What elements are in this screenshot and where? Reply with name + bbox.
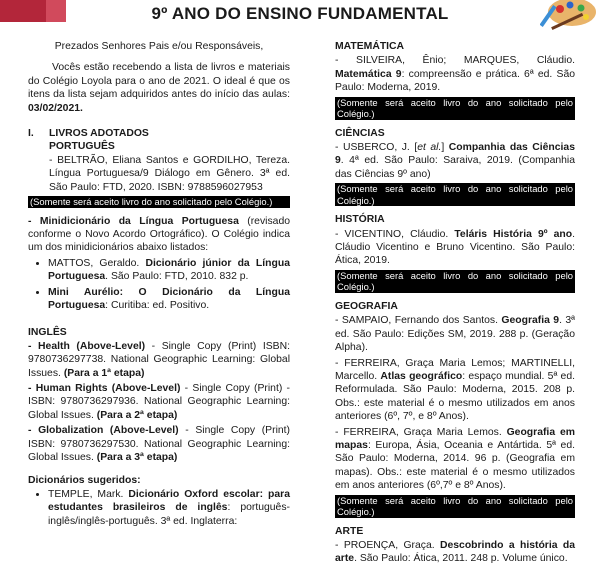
ingles-item-title: - Human Rights (Above-Level) bbox=[28, 383, 181, 395]
notice-bar-ciencias: (Somente será aceito livro do ano solicitado pelo Colégio.) bbox=[337, 183, 573, 206]
section-heading bbox=[28, 127, 290, 140]
ciencias-block bbox=[335, 127, 575, 207]
arte-entry bbox=[335, 539, 575, 566]
matematica-entry bbox=[335, 54, 575, 94]
list-item bbox=[48, 257, 290, 284]
historia-heading: HISTÓRIA bbox=[335, 214, 385, 226]
ingles-item-title: - Health (Above-Level) bbox=[28, 340, 146, 352]
entry-text: - VICENTINO, Cláudio. bbox=[335, 228, 455, 240]
minidicionario-title: - Minidicionário da Língua Portuguesa bbox=[28, 215, 239, 227]
entry-title: Teláris História 9º ano bbox=[454, 228, 573, 240]
item-text: MATTOS, Geraldo. bbox=[48, 257, 146, 269]
intro-paragraph bbox=[28, 61, 290, 115]
ingles-item bbox=[28, 382, 290, 422]
ingles-item bbox=[28, 424, 290, 464]
item-title: Dicionário júnior da Língua Portuguesa bbox=[48, 257, 290, 283]
list-item bbox=[48, 488, 290, 528]
entry-text: - SAMPAIO, Fernando dos Santos. bbox=[335, 315, 502, 327]
item-text: . São Paulo: FTD, 2010. 832 p. bbox=[105, 271, 249, 283]
ingles-item-stage: (Para a 2ª etapa) bbox=[96, 409, 178, 421]
entry-text: . 3ª ed. São Paulo: Edições SM, 2019. 288 p. (Geração Alpha). bbox=[335, 315, 576, 354]
dicionarios-heading: Dicionários sugeridos: bbox=[28, 475, 141, 487]
intro-text: Vocês estão recebendo a lista de livros e materiais do Colégio Loyola para o ano de 2021. O ideal é que os itens da lista sejam adquiridos antes do início das aulas: bbox=[28, 62, 290, 101]
item-text: TEMPLE, Mark. bbox=[48, 488, 129, 500]
historia-block bbox=[335, 213, 575, 293]
portugues-entry: - BELTRÃO, Eliana Santos e GORDILHO, Tereza. Língua Portuguesa/9 Diálogo em Gênero. 3ª ed. São Paulo: FTD, 2020. ISBN: 9788596027953 bbox=[49, 154, 290, 193]
ingles-item bbox=[28, 340, 290, 380]
list-item bbox=[48, 286, 290, 313]
entry-text: : compreensão e prática. 6ª ed. São Paulo: Moderna, 2019. bbox=[335, 68, 576, 94]
deadline-date: 03/02/2021. bbox=[28, 102, 83, 114]
matematica-block bbox=[335, 40, 575, 120]
ingles-heading: INGLÊS bbox=[28, 327, 67, 339]
ingles-item-text: - Single Copy (Print) ISBN: 9780736297530. National Geographic Learning: Global Issues. bbox=[28, 425, 291, 464]
entry-text: - PROENÇA, Graça. bbox=[335, 539, 440, 551]
ingles-item-text: - Single Copy (Print) - ISBN: 9780736297936. National Geographic Learning: Global Issues. bbox=[28, 383, 290, 421]
ciencias-heading: CIÊNCIAS bbox=[335, 127, 385, 139]
entry-title: Matemática 9 bbox=[335, 68, 402, 80]
notice-bar-portugues: (Somente será aceito livro do ano solicitado pelo Colégio.) bbox=[28, 196, 290, 208]
geografia-heading: GEOGRAFIA bbox=[335, 300, 398, 312]
entry-title: Atlas geográfico bbox=[380, 370, 463, 382]
entry-text: - USBERCO, J. [ bbox=[335, 142, 418, 154]
item-text: : português-inglês/inglês-português. 3ª ed. Inglaterra: bbox=[48, 502, 290, 527]
section-title: LIVROS ADOTADOS bbox=[49, 128, 149, 140]
entry-text: - FERREIRA, Graça Maria Lemos; MARTINELLI, Marcello. bbox=[335, 357, 575, 382]
minidicionario-list bbox=[28, 257, 290, 313]
historia-entry bbox=[335, 228, 575, 268]
item-title: Dicionário Oxford escolar: para estudantes brasileiros de inglês bbox=[48, 488, 291, 514]
entry-etal: et al. bbox=[417, 142, 442, 154]
right-column bbox=[335, 40, 575, 572]
notice-bar-historia: (Somente será aceito livro do ano solicitado pelo Colégio.) bbox=[337, 269, 573, 293]
entry-text: . Cláudio Vicentino e Bruno Vicentino. São Paulo: Ática, 2019. bbox=[335, 228, 575, 267]
entry-text: . 4ª ed. São Paulo: Saraiva, 2019. (Companhia das Ciências 9º ano) bbox=[335, 155, 575, 180]
entry-text: : espaço mundial. 5ª ed. Reformulada. São Paulo: Moderna, 2015. 208 p. Obs.: este material é o mesmo utilizados em anos anteriores (6º, 7º, e 8º Anos). bbox=[335, 370, 575, 423]
entry-text: ] bbox=[441, 142, 449, 154]
left-column bbox=[28, 40, 290, 534]
minidicionario-entry bbox=[28, 215, 290, 255]
entry-text: - SILVEIRA, Ênio; MARQUES, Cláudio. bbox=[335, 55, 575, 67]
notice-bar-geografia: (Somente será aceito livro do ano solicitado pelo Colégio.) bbox=[337, 494, 573, 518]
ingles-item-stage: (Para a 1ª etapa) bbox=[63, 367, 145, 379]
item-title: Mini Aurélio: O Dicionário da Língua Portuguesa bbox=[48, 286, 290, 311]
page-title: 9º ANO DO ENSINO FUNDAMENTAL bbox=[151, 4, 449, 23]
ingles-item-title: - Globalization (Above-Level) bbox=[28, 425, 179, 437]
ciencias-entry bbox=[335, 141, 575, 181]
paint-palette-icon bbox=[540, 0, 598, 34]
dicionarios-list bbox=[28, 488, 290, 528]
entry-title: Descobrindo a história da arte bbox=[335, 539, 575, 565]
entry-text: - FERREIRA, Graça Maria Lemos. bbox=[335, 426, 507, 438]
arte-block bbox=[335, 525, 575, 566]
geografia-entry bbox=[335, 357, 575, 424]
geografia-block bbox=[335, 300, 575, 518]
geografia-entry bbox=[335, 426, 575, 493]
entry-text: . São Paulo: Ática, 2011. 248 p. Volume único. bbox=[354, 553, 568, 565]
section-number: I. bbox=[28, 128, 34, 140]
minidicionario-text: (revisado conforme o Novo Acordo Ortográfico). O Colégio indica um dos minidicionários abaixo listados: bbox=[28, 215, 290, 254]
arte-heading: ARTE bbox=[335, 525, 364, 537]
entry-text: : Europa, Ásia, Oceania e Antártida. 5ª ed. São Paulo: Moderna, 2014. 96 p. (Geografia em mapas). Obs.: este material é o mesmo utilizados em anos anteriores (6º,7º e 8º Anos). bbox=[335, 439, 575, 492]
entry-title: Geografia em mapas bbox=[335, 426, 575, 451]
entry-title: Geografia 9 bbox=[501, 315, 560, 327]
geografia-entry bbox=[335, 314, 575, 354]
salutation: Prezados Senhores Pais e/ou Responsáveis, bbox=[54, 41, 264, 52]
item-text: : Curitiba: ed. Positivo. bbox=[105, 300, 210, 311]
ingles-item-text: - Single Copy (Print) ISBN: 9780736297738. National Geographic Learning: Global Issues. bbox=[28, 340, 290, 379]
entry-title: Companhia das Ciências 9 bbox=[335, 142, 575, 167]
ingles-item-stage: (Para a 3ª etapa) bbox=[96, 452, 178, 464]
notice-bar-matematica: (Somente será aceito livro do ano solicitado pelo Colégio.) bbox=[337, 96, 573, 120]
portugues-heading: PORTUGUÊS bbox=[49, 141, 115, 153]
matematica-heading: MATEMÁTICA bbox=[335, 41, 405, 52]
